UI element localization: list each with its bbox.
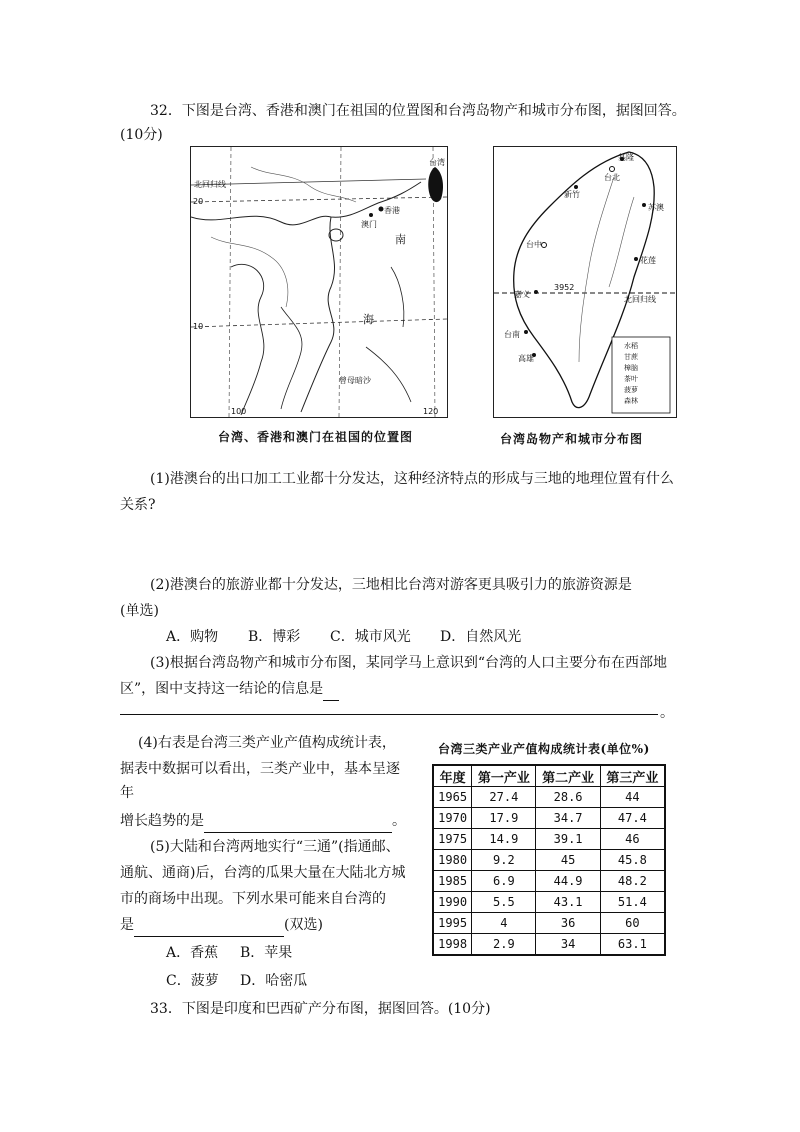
china-location-map-drawing (191, 147, 447, 417)
sub3-line2 (120, 678, 339, 701)
lat10-label: 10 (193, 322, 204, 331)
cell-tertiary: 44 (600, 787, 665, 808)
map2-caption: 台湾岛物产和城市分布图 (500, 432, 644, 446)
question-33-title: 33．下图是印度和巴西矿产分布图，据图回答。(10分) (150, 1001, 491, 1017)
cell-tertiary: 60 (600, 913, 665, 934)
sub5-line3: 市的商场中出现。下列水果可能来自台湾的 (120, 891, 386, 907)
tropic-label: 北回归线 (194, 180, 226, 189)
sub1-line1: (1)港澳台的出口加工工业都十分发达，这种经济特点的形成与三地的地理位置有什么 (150, 471, 674, 487)
sub5-option-d[interactable]: D．哈密瓜 (240, 973, 308, 989)
sub5-line2: 通航、通商)后，台湾的瓜果大量在大陆北方城 (120, 865, 406, 881)
sub3-line1: (3)根据台湾岛物产和城市分布图，某同学马上意识到“台湾的人口主要分布在西部地 (150, 655, 667, 671)
cell-year: 1998 (433, 934, 472, 956)
cell-secondary: 34 (536, 934, 600, 956)
city-kaohsiung: 高雄 (518, 354, 534, 363)
sub2-line1: (2)港澳台的旅游业都十分发达，三地相比台湾对游客更具吸引力的旅游资源是 (150, 577, 632, 593)
cell-year: 1980 (433, 850, 472, 871)
cell-tertiary: 46 (600, 829, 665, 850)
sub4-line4-text: 增长趋势的是 (120, 813, 204, 829)
taiwan-island-drawing (494, 147, 676, 417)
cell-primary: 27.4 (472, 787, 536, 808)
cell-primary: 4 (472, 913, 536, 934)
cell-year: 1995 (433, 913, 472, 934)
city-keelung: 基隆 (618, 153, 634, 162)
cell-year: 1990 (433, 892, 472, 913)
china-location-map (190, 146, 448, 418)
table-row (433, 808, 665, 829)
lon100-label: 100 (231, 407, 247, 416)
sub5-option-c[interactable]: C．菠萝 (166, 973, 219, 989)
macau-label: 澳门 (361, 220, 377, 229)
taiwan-products-map (493, 146, 677, 418)
sub4-line3: 年 (120, 785, 134, 801)
header-year: 年度 (433, 765, 472, 787)
peak-yushan: 3952 (554, 283, 575, 292)
cell-year: 1965 (433, 787, 472, 808)
table-row (433, 871, 665, 892)
table-row (433, 829, 665, 850)
table-row (433, 850, 665, 871)
sub2-option-b[interactable]: B．博彩 (248, 629, 301, 645)
sub4-answer-blank[interactable] (204, 810, 392, 833)
table-row (433, 913, 665, 934)
cell-secondary: 34.7 (536, 808, 600, 829)
sub5-option-b[interactable]: B．苹果 (240, 945, 293, 961)
question-32-title: 32．下图是台湾、香港和澳门在祖国的位置图和台湾岛物产和城市分布图，据图回答。 (150, 103, 686, 119)
city-taichung: 台中 (526, 240, 542, 249)
table-row (433, 934, 665, 956)
table-title: 台湾三类产业产值构成统计表(单位%) (438, 742, 650, 756)
table-row (433, 892, 665, 913)
sub5-line4 (120, 914, 323, 937)
map-legend (624, 341, 638, 407)
lat20-label: 20 (193, 197, 204, 206)
sub5-tail: (双选) (284, 917, 323, 933)
tropic-label-2: 北回归线 (624, 295, 656, 304)
city-chiayi: 嘉义 (514, 290, 530, 299)
header-secondary: 第二产业 (536, 765, 600, 787)
header-tertiary: 第三产业 (600, 765, 665, 787)
cell-primary: 17.9 (472, 808, 536, 829)
lon120-label: 120 (423, 407, 439, 416)
sub5-answer-blank[interactable] (134, 914, 284, 937)
sub3-answer-blank-inline[interactable] (323, 678, 339, 701)
sub2-option-a[interactable]: A．购物 (166, 629, 219, 645)
city-hsinchu: 新竹 (564, 190, 580, 199)
question-32-score: (10分) (120, 127, 163, 143)
taiwan-label: 台湾 (429, 158, 445, 167)
sea-label: 海 (363, 313, 374, 326)
sub4-line4 (120, 810, 406, 833)
legend-item: 茶叶 (624, 375, 638, 383)
sub5-line1: (5)大陆和台湾两地实行“三通”(指通邮、 (150, 839, 400, 855)
cell-secondary: 39.1 (536, 829, 600, 850)
cell-tertiary: 63.1 (600, 934, 665, 956)
south-label: 南 (395, 233, 406, 246)
cell-tertiary: 51.4 (600, 892, 665, 913)
cell-secondary: 36 (536, 913, 600, 934)
cell-year: 1970 (433, 808, 472, 829)
sub3-answer-line[interactable] (120, 714, 658, 715)
cell-secondary: 44.9 (536, 871, 600, 892)
sub4-end: 。 (392, 813, 406, 829)
industry-stats-table (432, 764, 666, 956)
legend-item: 森林 (624, 397, 638, 405)
city-suao: 苏澳 (648, 203, 664, 212)
cell-tertiary: 48.2 (600, 871, 665, 892)
city-tainan: 台南 (504, 330, 520, 339)
sub1-line2: 关系? (120, 497, 156, 513)
sub4-line1: (4)右表是台湾三类产业产值构成统计表， (138, 735, 396, 751)
legend-item: 樟脑 (624, 364, 638, 372)
cell-primary: 14.9 (472, 829, 536, 850)
city-taipei: 台北 (604, 173, 620, 182)
cell-secondary: 43.1 (536, 892, 600, 913)
hongkong-label: 香港 (384, 206, 400, 215)
sub3-line2-text: 区”，图中支持这一结论的信息是 (120, 681, 324, 697)
cell-primary: 2.9 (472, 934, 536, 956)
cell-secondary: 28.6 (536, 787, 600, 808)
legend-item: 甘蔗 (624, 353, 638, 361)
city-hualien: 花莲 (640, 256, 656, 265)
sub2-option-d[interactable]: D．自然风光 (440, 629, 522, 645)
cell-primary: 5.5 (472, 892, 536, 913)
legend-item: 水稻 (624, 342, 638, 350)
cell-year: 1975 (433, 829, 472, 850)
legend-item: 菠萝 (624, 386, 638, 394)
map1-caption: 台湾、香港和澳门在祖国的位置图 (218, 430, 414, 444)
cell-primary: 9.2 (472, 850, 536, 871)
table-header-row (433, 765, 665, 787)
sub4-line2: 据表中数据可以看出，三类产业中，基本呈逐 (120, 761, 400, 777)
cell-year: 1985 (433, 871, 472, 892)
islands-label: 曾母暗沙 (339, 376, 371, 385)
cell-tertiary: 45.8 (600, 850, 665, 871)
sub3-end: 。 (660, 705, 674, 721)
sub5-option-a[interactable]: A．香蕉 (166, 945, 219, 961)
cell-primary: 6.9 (472, 871, 536, 892)
cell-tertiary: 47.4 (600, 808, 665, 829)
sub2-option-c[interactable]: C．城市风光 (330, 629, 411, 645)
cell-secondary: 45 (536, 850, 600, 871)
table-row (433, 787, 665, 808)
sub2-line2: (单选) (120, 603, 159, 619)
sub5-line4-text: 是 (120, 917, 134, 933)
header-primary: 第一产业 (472, 765, 536, 787)
